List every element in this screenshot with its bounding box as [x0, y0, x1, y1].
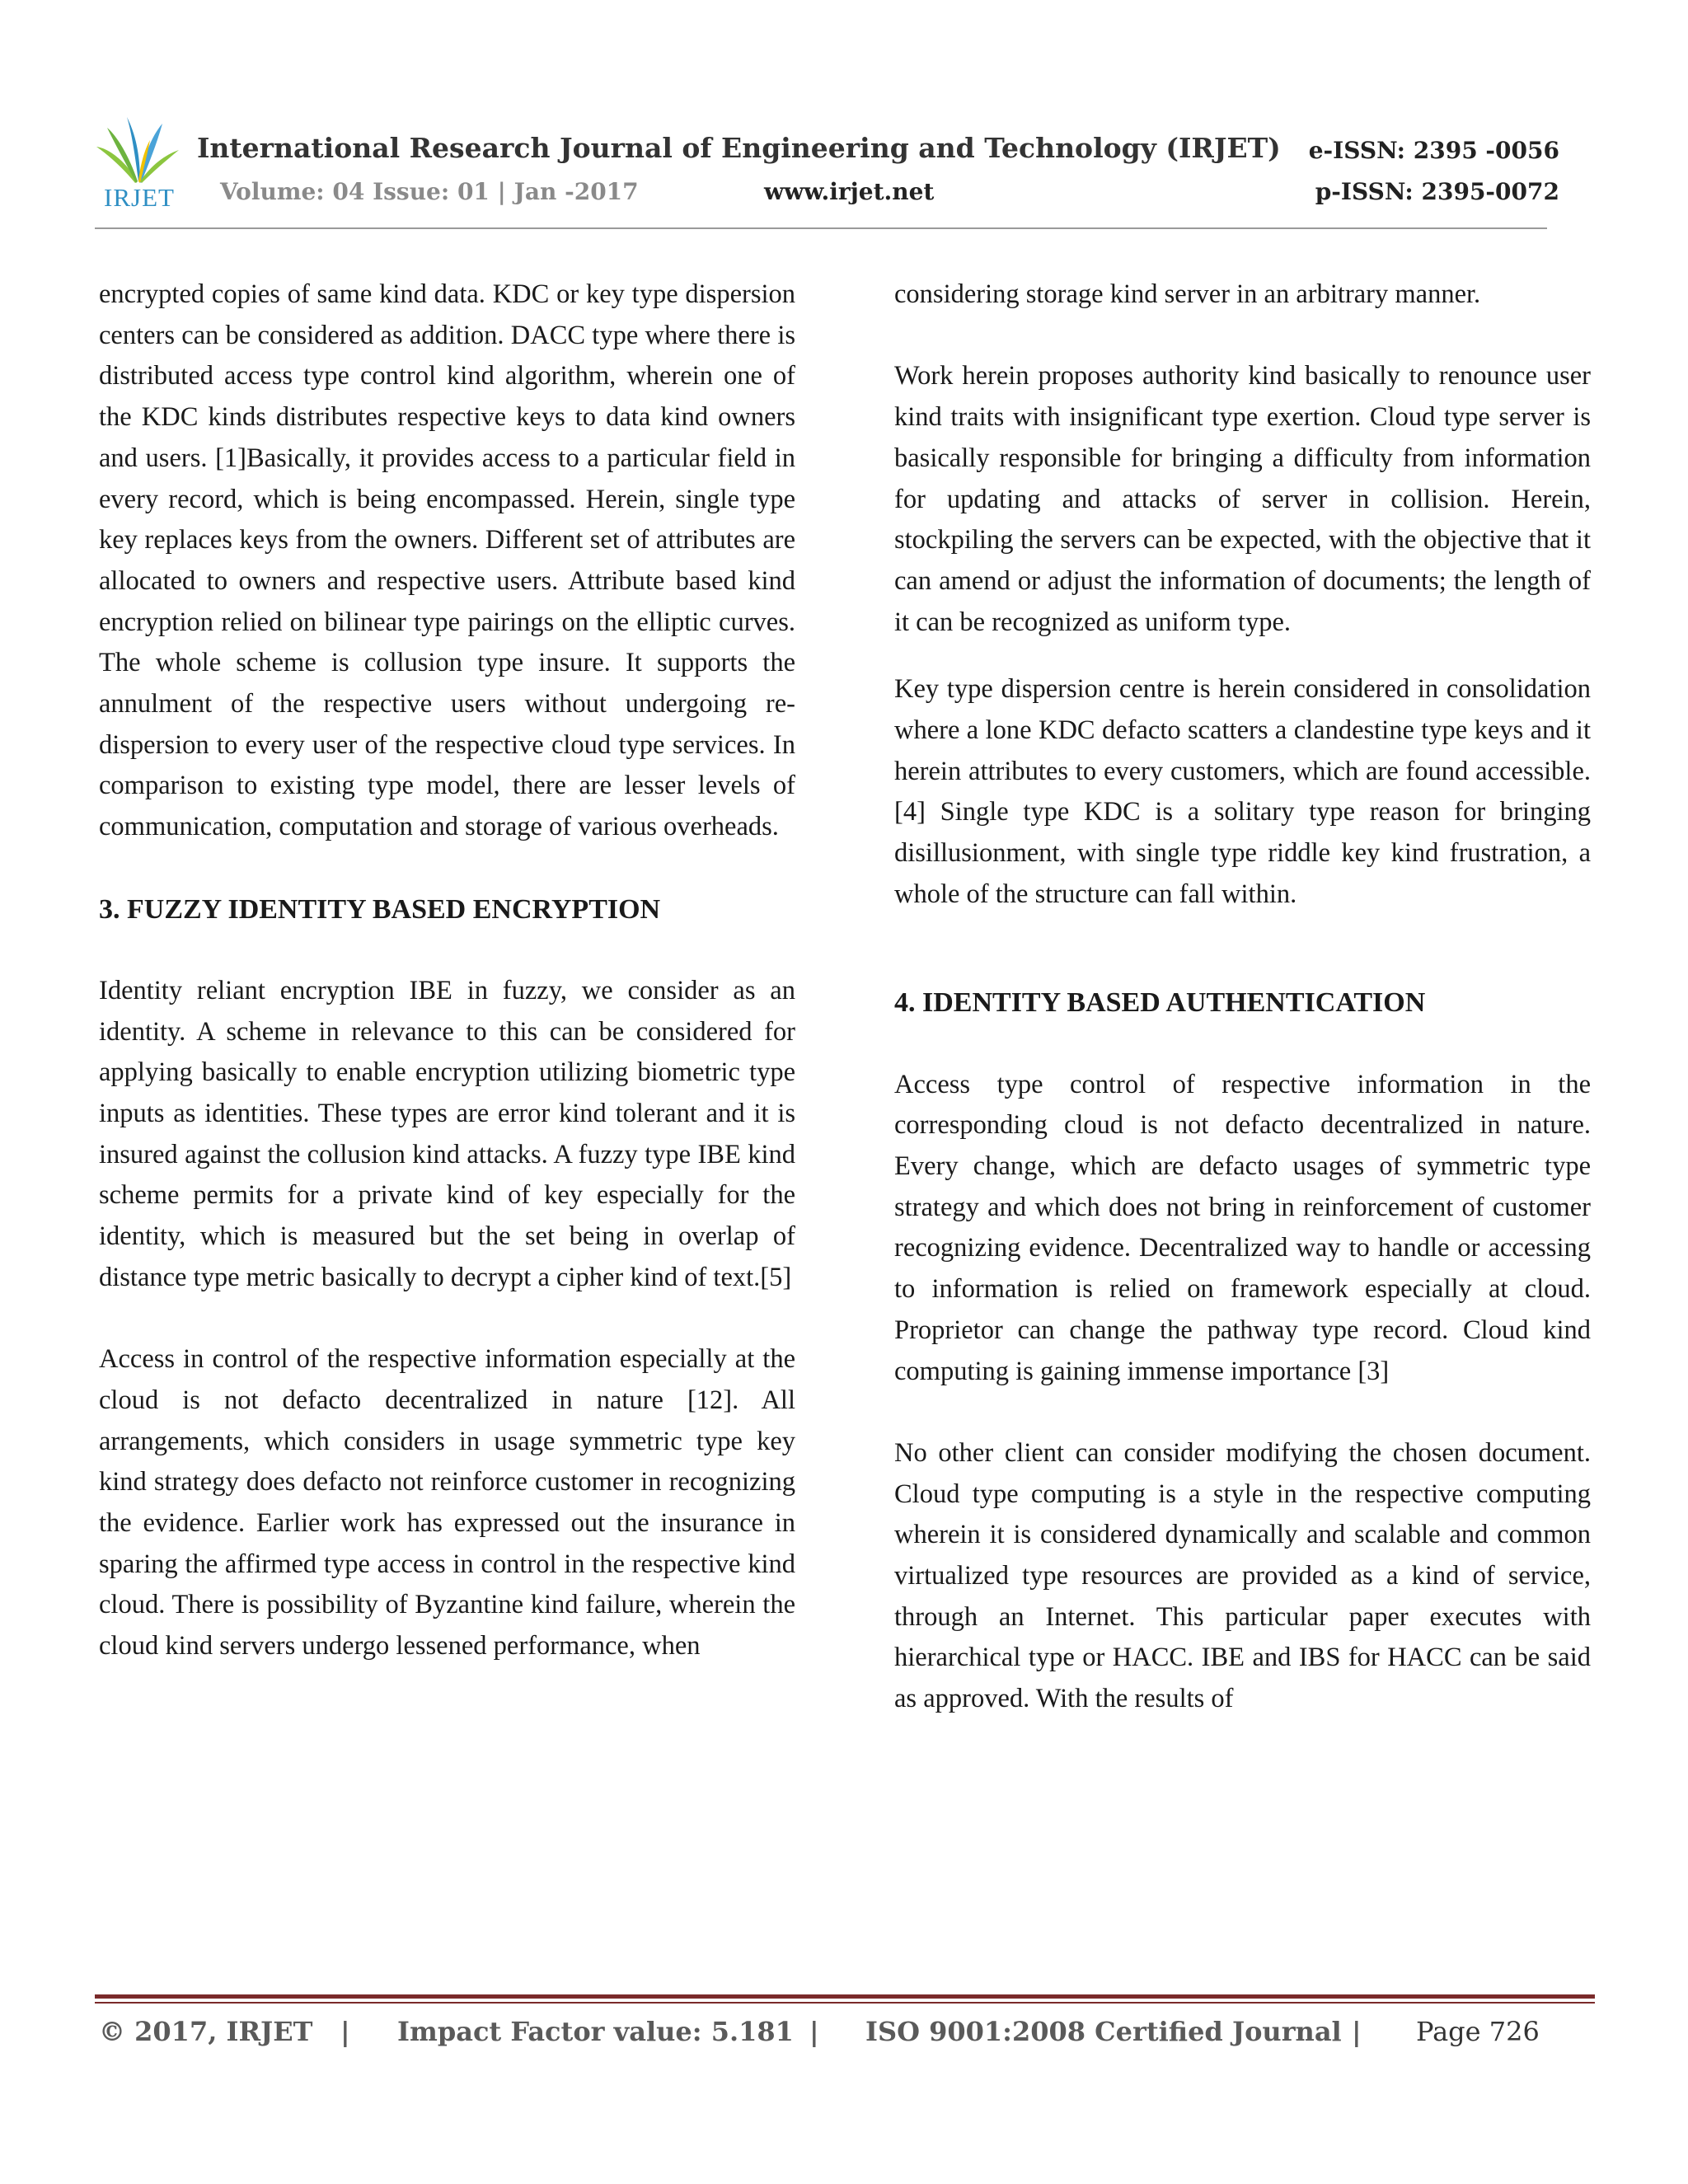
section-heading: 4. IDENTITY BASED AUTHENTICATION [894, 987, 1426, 1019]
iso-certification: ISO 9001:2008 Certified Journal [865, 2016, 1342, 2047]
section-heading: 3. FUZZY IDENTITY BASED ENCRYPTION [99, 893, 661, 925]
footer-separator: | [1352, 2016, 1362, 2047]
paragraph: encrypted copies of same kind data. KDC or key type dispersion centers can be considered as addition. DACC type where there is distributed access type control kind algorithm, wherein one of the KDC kinds distributes respective keys to data kind owners and users. [1]Basically, it provides access to a particular field in every record, which is being encompassed. Herein, single type key replaces keys from the owners. Different set of attributes are allocated to owners and respective users. Attribute based kind encryption relied on bilinear type pairings on the elliptic curves. The whole scheme is collusion type insure. It supports the annulment of the respective users without undergoing re-dispersion to every user of the respective cloud type services. In comparison to existing type model, there are lesser levels of communication, computation and storage of various overheads. [99, 279, 795, 842]
copyright: © 2017, IRJET [99, 2016, 313, 2047]
paragraph: Work herein proposes authority kind basically to renounce user kind traits with insignificant type exertion. Cloud type server is basically responsible for bringing a difficulty from information for updating and attacks of server in collision. Herein, stockpiling the servers can be expected, with the objective that it can amend or adjust the information of documents; the length of it can be recognized as uniform type. [894, 361, 1591, 637]
impact-factor: Impact Factor value: 5.181 [397, 2016, 794, 2047]
header-divider [95, 227, 1547, 229]
footer-separator: | [809, 2016, 819, 2047]
footer-divider [95, 1994, 1595, 1999]
paragraph: Key type dispersion centre is herein considered in consolidation where a lone KDC defacto scatters a clandestine type keys and it herein attributes to every customers, which are found accessible. [4] Single type KDC is a solitary type reason for bringing disillusionment, with single type riddle key kind frustration, a whole of the structure can fall within. [894, 674, 1591, 909]
leaf-fan-icon [92, 115, 183, 185]
p-issn: p-ISSN: 2395-0072 [1315, 178, 1559, 205]
footer-separator: | [340, 2016, 350, 2047]
paragraph: Access type control of respective information in the corresponding cloud is not defacto decentralized in nature. Every change, which are defacto usages of symmetric type strategy and which does not bring in reinforcement of customer recognizing evidence. Decentralized way to handle or accessing to information is relied on framework especially at cloud. Proprietor can change the pathway type record. Cloud kind computing is gaining immense importance [3] [894, 1069, 1591, 1386]
page-number: Page 726 [1416, 2016, 1540, 2047]
paragraph: considering storage kind server in an arbitrary manner. [894, 279, 1481, 309]
paragraph: Identity reliant encryption IBE in fuzzy, we consider as an identity. A scheme in relevance to this can be considered for applying basically to enable encryption utilizing biometric type inputs as identities. These types are error kind tolerant and it is insured against the collusion kind attacks. A fuzzy type IBE kind scheme permits for a private kind of key especially for the identity, which is measured but the set being in overlap of distance type metric basically to decrypt a cipher kind of text.[5] [99, 975, 795, 1292]
journal-title: International Research Journal of Engineering and Technology (IRJET) [197, 132, 1281, 164]
page-header [92, 115, 1559, 231]
paragraph: No other client can consider modifying the chosen document. Cloud type computing is a style in the respective computing wherein it is considered dynamically and scalable and common virtualized type resources are provided as a kind of service, through an Internet. This particular paper executes with hierarchical type or HACC. IBE and IBS for HACC can be said as approved. With the results of [894, 1437, 1591, 1714]
right-column [894, 274, 1591, 1720]
e-issn: e-ISSN: 2395 -0056 [1308, 137, 1559, 164]
footer-divider-thin [95, 2002, 1595, 2004]
paragraph: Access in control of the respective information especially at the cloud is not defacto decentralized in nature [12]. All arrangements, which considers in usage symmetric type key kind strategy does defacto not reinforce customer in recognizing the evidence. Earlier work has expressed out the insurance in sparing the affirmed type access in control in the respective kind cloud. There is possibility of Byzantine kind failure, wherein the cloud kind servers undergo lessened performance, when [99, 1344, 795, 1661]
journal-website: www.irjet.net [764, 178, 935, 205]
volume-issue: Volume: 04 Issue: 01 | Jan -2017 [220, 178, 639, 205]
logo-text: IRJET [104, 183, 175, 212]
page-footer [99, 2011, 1582, 2057]
left-column [99, 274, 795, 1667]
irjet-logo [92, 115, 183, 214]
